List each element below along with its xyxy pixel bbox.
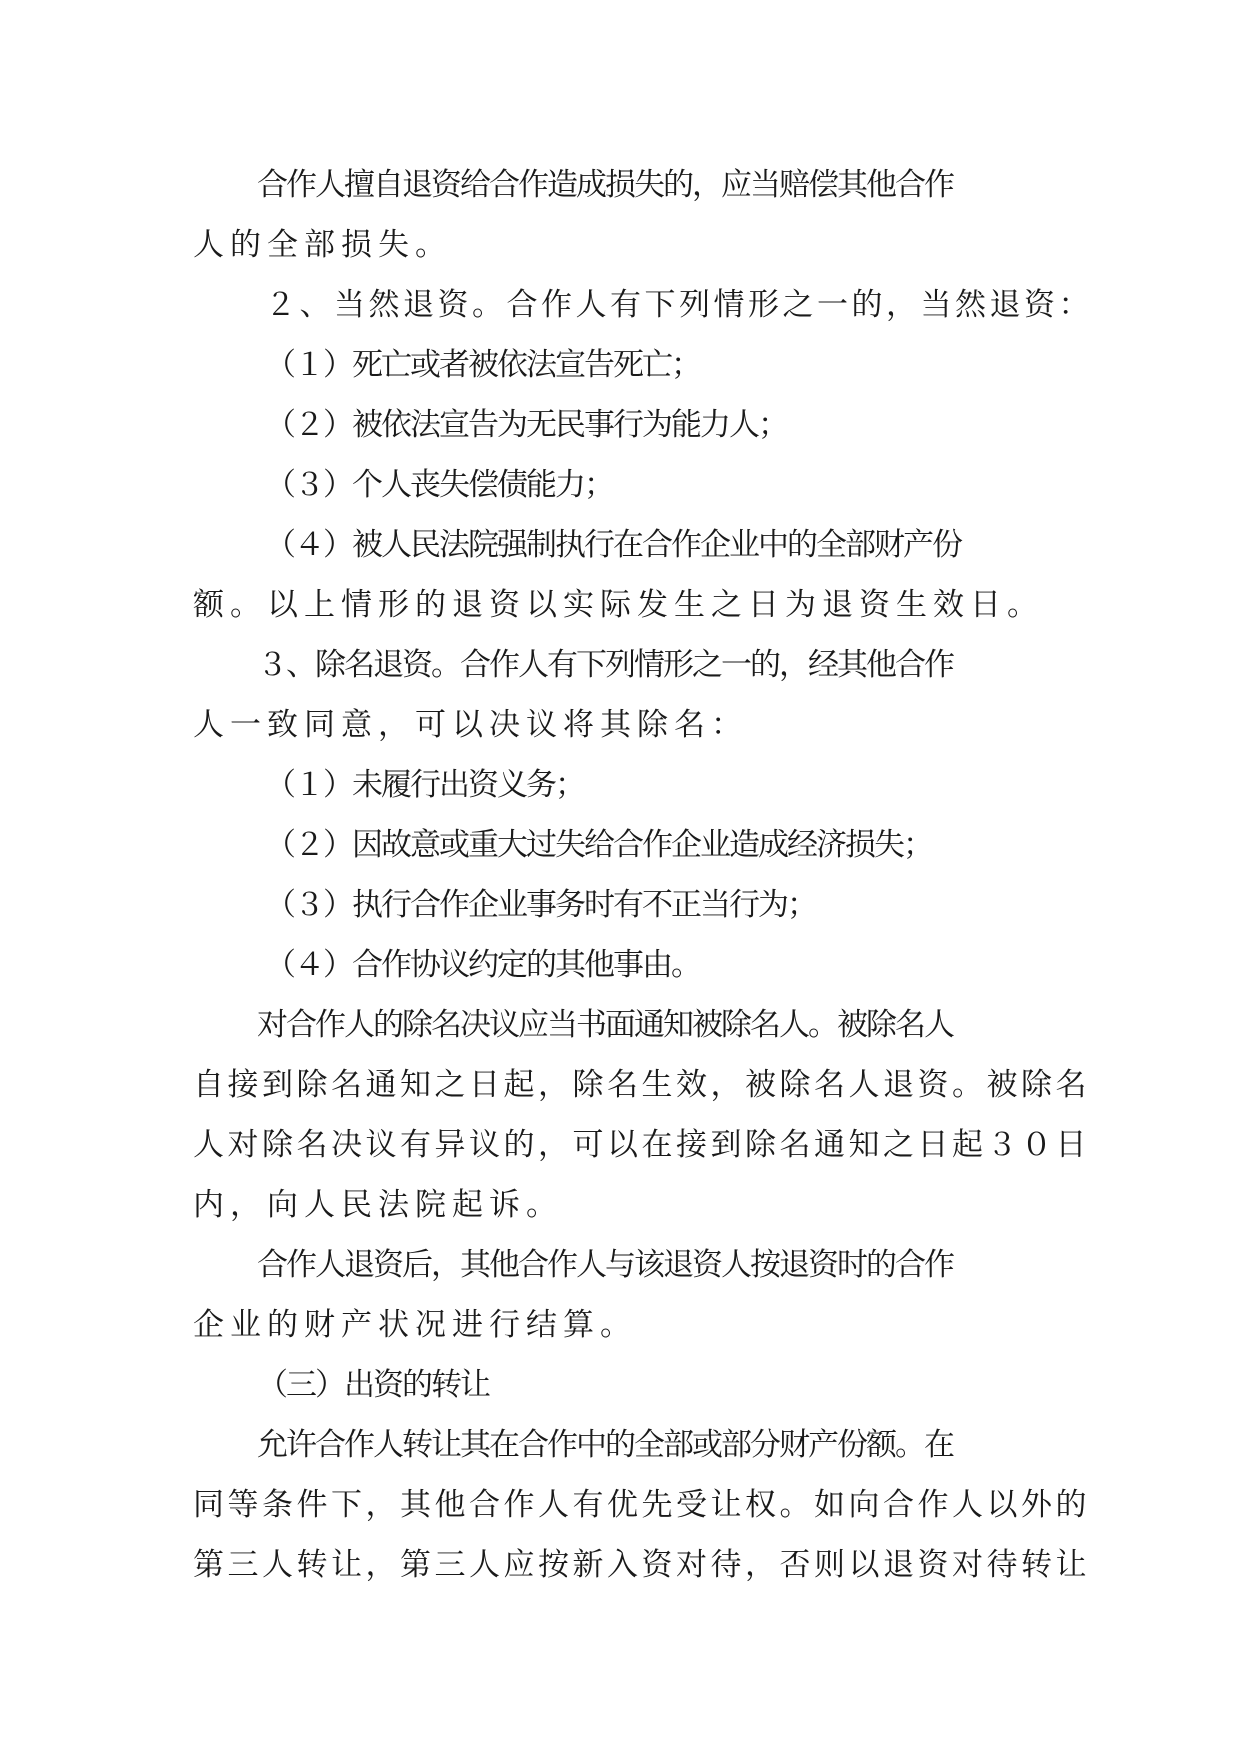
text-line: 允许合作人转让其在合作中的全部或部分财产份额。在 <box>257 1427 953 1463</box>
text-line: 自接到除名通知之日起，除名生效，被除名人退资。被除名 <box>193 1067 1090 1103</box>
text-line: 合作人擅自退资给合作造成损失的，应当赔偿其他合作 <box>257 167 953 203</box>
text-line: （４）被人民法院强制执行在合作企业中的全部财产份 <box>265 527 961 563</box>
text-line: 对合作人的除名决议应当书面通知被除名人。被除名人 <box>257 1007 953 1043</box>
text-line: ３、除名退资。合作人有下列情形之一的，经其他合作 <box>257 647 953 683</box>
text-line: （１）死亡或者被依法宣告死亡； <box>265 347 700 383</box>
text-line: 内，向人民法院起诉。 <box>193 1187 563 1223</box>
text-line: 企业的财产状况进行结算。 <box>193 1307 637 1343</box>
text-line: 额。以上情形的退资以实际发生之日为退资生效日。 <box>193 587 1044 623</box>
text-line: 同等条件下，其他合作人有优先受让权。如向合作人以外的 <box>193 1487 1090 1523</box>
text-line: ２、当然退资。合作人有下列情形之一的，当然退资： <box>265 287 1093 323</box>
text-line: （２）因故意或重大过失给合作企业造成经济损失； <box>265 827 932 863</box>
text-line: 人对除名决议有异议的，可以在接到除名通知之日起３０日 <box>193 1127 1090 1163</box>
text-line: 人一致同意，可以决议将其除名： <box>193 707 748 743</box>
text-line: （３）执行合作企业事务时有不正当行为； <box>265 887 816 923</box>
text-line: 第三人转让，第三人应按新入资对待，否则以退资对待转让 <box>193 1547 1090 1583</box>
text-line: （２）被依法宣告为无民事行为能力人； <box>265 407 787 443</box>
text-line: （１）未履行出资义务； <box>265 767 584 803</box>
text-line: （３）个人丧失偿债能力； <box>265 467 613 503</box>
section-heading: （三）出资的转让 <box>257 1367 489 1403</box>
text-line: 人的全部损失。 <box>193 227 452 263</box>
text-line: 合作人退资后，其他合作人与该退资人按退资时的合作 <box>257 1247 953 1283</box>
text-line: （４）合作协议约定的其他事由。 <box>265 947 700 983</box>
